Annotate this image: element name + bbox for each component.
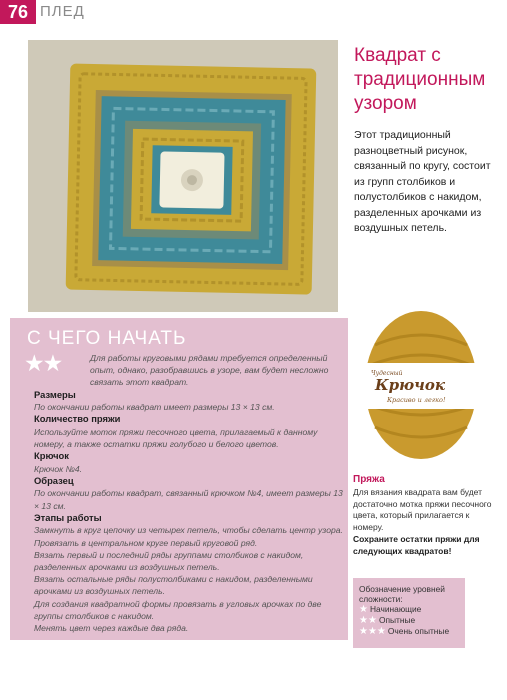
step-text: Менять цвет через каждые два ряда. bbox=[34, 622, 189, 633]
section-title: Образец bbox=[34, 474, 74, 486]
step-text: Замкнуть в круг цепочку из четырех петель, чтобы сделать центр узора. Провязать в центральном круге первый круговой ряд. bbox=[34, 525, 343, 548]
crochet-square-photo bbox=[28, 40, 338, 312]
yarn-skein-photo bbox=[357, 305, 482, 465]
step-text: Для создания квадратной формы провязать в угловых арочках по две группы столбиков с накидом. bbox=[34, 598, 322, 621]
page-number: 76 bbox=[0, 0, 36, 24]
legend-row bbox=[359, 615, 459, 626]
yarn-label-brand: Крючок bbox=[375, 376, 446, 394]
star-icon: ★★★ bbox=[359, 626, 386, 637]
section-title: Этапы работы bbox=[34, 511, 102, 523]
section-name: ПЛЕД bbox=[40, 3, 85, 20]
panel-heading: С ЧЕГО НАЧАТЬ bbox=[27, 328, 187, 349]
legend-label: Очень опытные bbox=[387, 626, 450, 636]
panel-body bbox=[34, 352, 344, 634]
step-text: Вязать остальные ряды полустолбиками с накидом, разделенными арочками из воздушных петель. bbox=[34, 574, 313, 597]
difficulty-stars: ★★ bbox=[24, 350, 62, 376]
yarn-note: Сохраните остатки пряжи для следующих квадратов! bbox=[353, 534, 480, 556]
section-title: Размеры bbox=[34, 388, 76, 400]
yarn-label-small: Чудесный bbox=[371, 370, 403, 377]
yarn-text: Для вязания квадрата вам будет достаточно мотка пряжи песочного цвета, который прилагается к номеру. bbox=[353, 487, 492, 532]
difficulty-legend bbox=[353, 578, 465, 648]
section-text: По окончании работы квадрат, связанный крючком №4, имеет размеры 13 × 13 см. bbox=[34, 488, 343, 511]
star-icon: ★ bbox=[359, 604, 368, 615]
legend-label: Опытные bbox=[378, 615, 416, 625]
yarn-title: Пряжа bbox=[353, 474, 385, 485]
section-title: Крючок bbox=[34, 450, 69, 462]
section-text: По окончании работы квадрат имеет размеры 13 × 13 см. bbox=[34, 402, 275, 413]
getting-started-panel bbox=[10, 318, 348, 640]
section-title: Количество пряжи bbox=[34, 413, 121, 425]
legend-title: Обозначение уровней сложности: bbox=[359, 584, 445, 604]
page-title: Квадрат с традиционным узором bbox=[354, 45, 486, 114]
step-text: Вязать первый и последний ряды группами столбиков с накидом, разделенных арочками из воздушных петель. bbox=[34, 549, 304, 572]
intro-text: Этот традиционный разноцветный рисунок, связанный по кругу, состоит из групп столбиков и полустолбиков с накидом, разделенных арочками из воздушных петель. bbox=[354, 129, 491, 234]
legend-row bbox=[359, 604, 459, 615]
section-text: Используйте моток пряжи песочного цвета, прилагаемый к данному номеру, а также остатки пряжи голубого и белого цветов. bbox=[34, 426, 318, 450]
yarn-label-tagline: Красиво и легко! bbox=[387, 396, 446, 404]
legend-label: Начинающие bbox=[369, 604, 422, 614]
legend-row bbox=[359, 626, 459, 637]
star-icon: ★★ bbox=[359, 615, 377, 626]
panel-lead: Для работы круговыми рядами требуется определенный опыт, однако, разобравшись в узоре, вам будет несложно связать этот квадрат. bbox=[90, 353, 329, 388]
section-text: Крючок №4. bbox=[34, 463, 83, 474]
